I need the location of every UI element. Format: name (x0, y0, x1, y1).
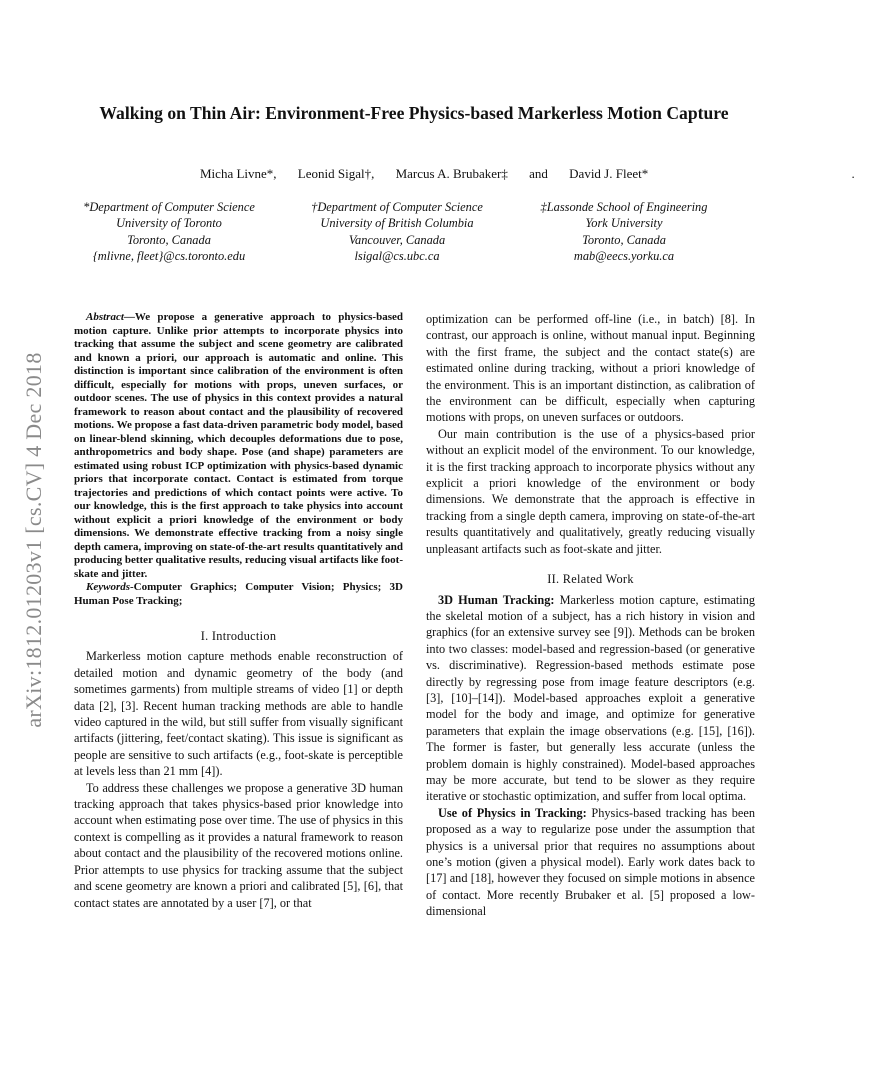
paragraph: Markerless motion capture methods enable reconstruction of detailed motion and dynamic geometry of the body (and sometimes garments) from multiple streams of video [1] or depth data [2], [3]. Recent human tracking methods are able to handle video captured in the wild, but still suffer from visually significant artifacts (jittering, feet/contact skating). This issue is significant as people are sensitive to such artifacts (e.g., foot-skate is perceptible at levels less than 21 mm [4]). (74, 649, 403, 779)
affiliation-place: Vancouver, Canada (348, 232, 446, 247)
paragraph: To address these challenges we propose a generative 3D human tracking approach that takes physics-based prior knowledge into account when estimating pose over time. The use of physics in this context is compelling as it provides a natural framework to reason about contact and the plausibility of the recovered motions online. Prior attempts to use physics for tracking assume that the subject and scene geometry are known a priori and calibrated [5], [6], that contact states are annotated by a user [7], or that (74, 780, 403, 910)
author-name: Micha Livne*, (200, 166, 277, 181)
arxiv-id-text: arXiv:1812.01203v1 [cs.CV] 4 Dec 2018 (21, 352, 46, 728)
paragraph (426, 805, 755, 920)
left-column (74, 311, 403, 911)
paragraph (426, 592, 755, 805)
abstract-label: Abstract (86, 311, 124, 323)
keywords (74, 581, 403, 608)
affiliation-univ: York University (585, 216, 663, 231)
author-name: Leonid Sigal†, (297, 166, 375, 181)
author-list (200, 166, 873, 182)
affiliation-place: Toronto, Canada (127, 232, 211, 247)
author-separator: and (529, 166, 548, 181)
author-name: David J. Fleet* (569, 166, 649, 181)
section-heading-related: II. Related Work (547, 572, 634, 587)
paragraph: optimization can be performed off-line (i.e., in batch) [8]. In contrast, our approach is online, without manual input. Beginning with the first frame, the subject and the contact state(s) are estimated online during tracking, without a priori knowledge of the environment. This is an important distinction, as calibration of the environment can be difficult, especially when capturing motions with props, on uneven surfaces or outdoors. (426, 312, 755, 425)
arxiv-side-stamp (6, 352, 62, 728)
affiliation-email: lsigal@cs.ubc.ca (354, 248, 440, 263)
paragraph-text: Markerless motion capture, estimating the skeletal motion of a subject, has a rich history in vision and graphics (for an extensive survey see [9]). Methods can be broken into two classes: model-based and regression-based (or generative vs. discriminative). Regression-based methods estimate pose directly by regressing pose from image feature descriptors (e.g. [3], [10]–[14]). Model-based approaches exploit a generative model for the body and image, and optimize for generative parameters that explain the image observations (e.g. [15], [16]). The former is faster, but generally less accurate (unless the problem domain is highly constrained). Model-based approaches may be more accurate, but tend to be slower as they require iterative or stochastic optimization, and suffer from local optima. (426, 592, 755, 804)
affiliation-block (49, 199, 289, 264)
affiliation-dept: †Department of Computer Science (311, 200, 483, 214)
affiliation-block (277, 199, 517, 264)
author-name: Marcus A. Brubaker‡ (395, 166, 508, 181)
affiliation-email: {mlivne, fleet}@cs.toronto.edu (92, 248, 246, 263)
paper-title: Walking on Thin Air: Environment-Free Physics-based Markerless Motion Capture (99, 103, 729, 123)
paragraph-text: Physics-based tracking has been proposed as a way to regularize pose under the assumption that physics is a universal prior that requires no assumptions about one’s motion (given a physical model). Early work dates back to [17] and [18], however they focused on simple motions in absence of contact. More recently Brubaker et al. [5] proposed a low-dimensional (426, 805, 755, 919)
section-heading-intro: I. Introduction (200, 629, 277, 643)
affiliation-dept: *Department of Computer Science (83, 200, 255, 214)
affiliation-univ: University of Toronto (116, 216, 222, 231)
abstract-text: —We propose a generative approach to physics-based motion capture. Unlike prior attempts to incorporate physics into tracking that assume the subject and scene geometry are calibrated and known a priori, our approach is automatic and online. This distinction is important since calibration of the environment is often difficult, especially for motions with props, uneven surfaces, or outdoor scenes. The use of physics in this context provides a natural framework to reason about contact and the plausibility of recovered motions. We propose a fast data-driven parametric body model, based on linear-blend skinning, which decouples deformations due to pose, anthropometrics and body shape. Pose (and shape) parameters are estimated using robust ICP optimization with physics-based dynamic priors that incorporate contact. Contact is estimated from torque trajectories and predictions of which contact points were active. To our knowledge, this is the first approach to take physics into account without explicit a priori knowledge of the environment or body dimensions. We demonstrate effective tracking from a noisy single depth camera, improving on state-of-the-art results quantitatively and producing better qualitative results, reducing visual artifacts like foot-skate and jitter. (74, 311, 403, 580)
right-column (426, 311, 755, 920)
affiliation-dept: ‡Lassonde School of Engineering (540, 200, 708, 214)
run-in-heading: 3D Human Tracking: (438, 592, 555, 607)
affiliation-block (504, 199, 744, 264)
keywords-text: -Computer Graphics; Computer Vision; Physics; 3D Human Pose Tracking; (74, 581, 403, 607)
keywords-label: Keywords (86, 581, 130, 593)
paragraph: Our main contribution is the use of a physics-based prior without an explicit model of the environment. To our knowledge, it is the first tracking approach to incorporate physics without any explicit a priori knowledge of the environment or body dimensions. We demonstrate that the approach is effective in tracking from a single depth camera, improving on state-of-the-art results quantitatively and qualitatively, greatly reducing visually unpleasant artifacts such as foot-skate and jitter. (426, 426, 755, 556)
author-trailing-dot: . (851, 166, 855, 181)
affiliation-univ: University of British Columbia (320, 216, 474, 231)
affiliation-email: mab@eecs.yorku.ca (573, 248, 675, 263)
abstract (74, 311, 403, 581)
affiliation-place: Toronto, Canada (582, 232, 666, 247)
run-in-heading: Use of Physics in Tracking: (438, 805, 587, 820)
